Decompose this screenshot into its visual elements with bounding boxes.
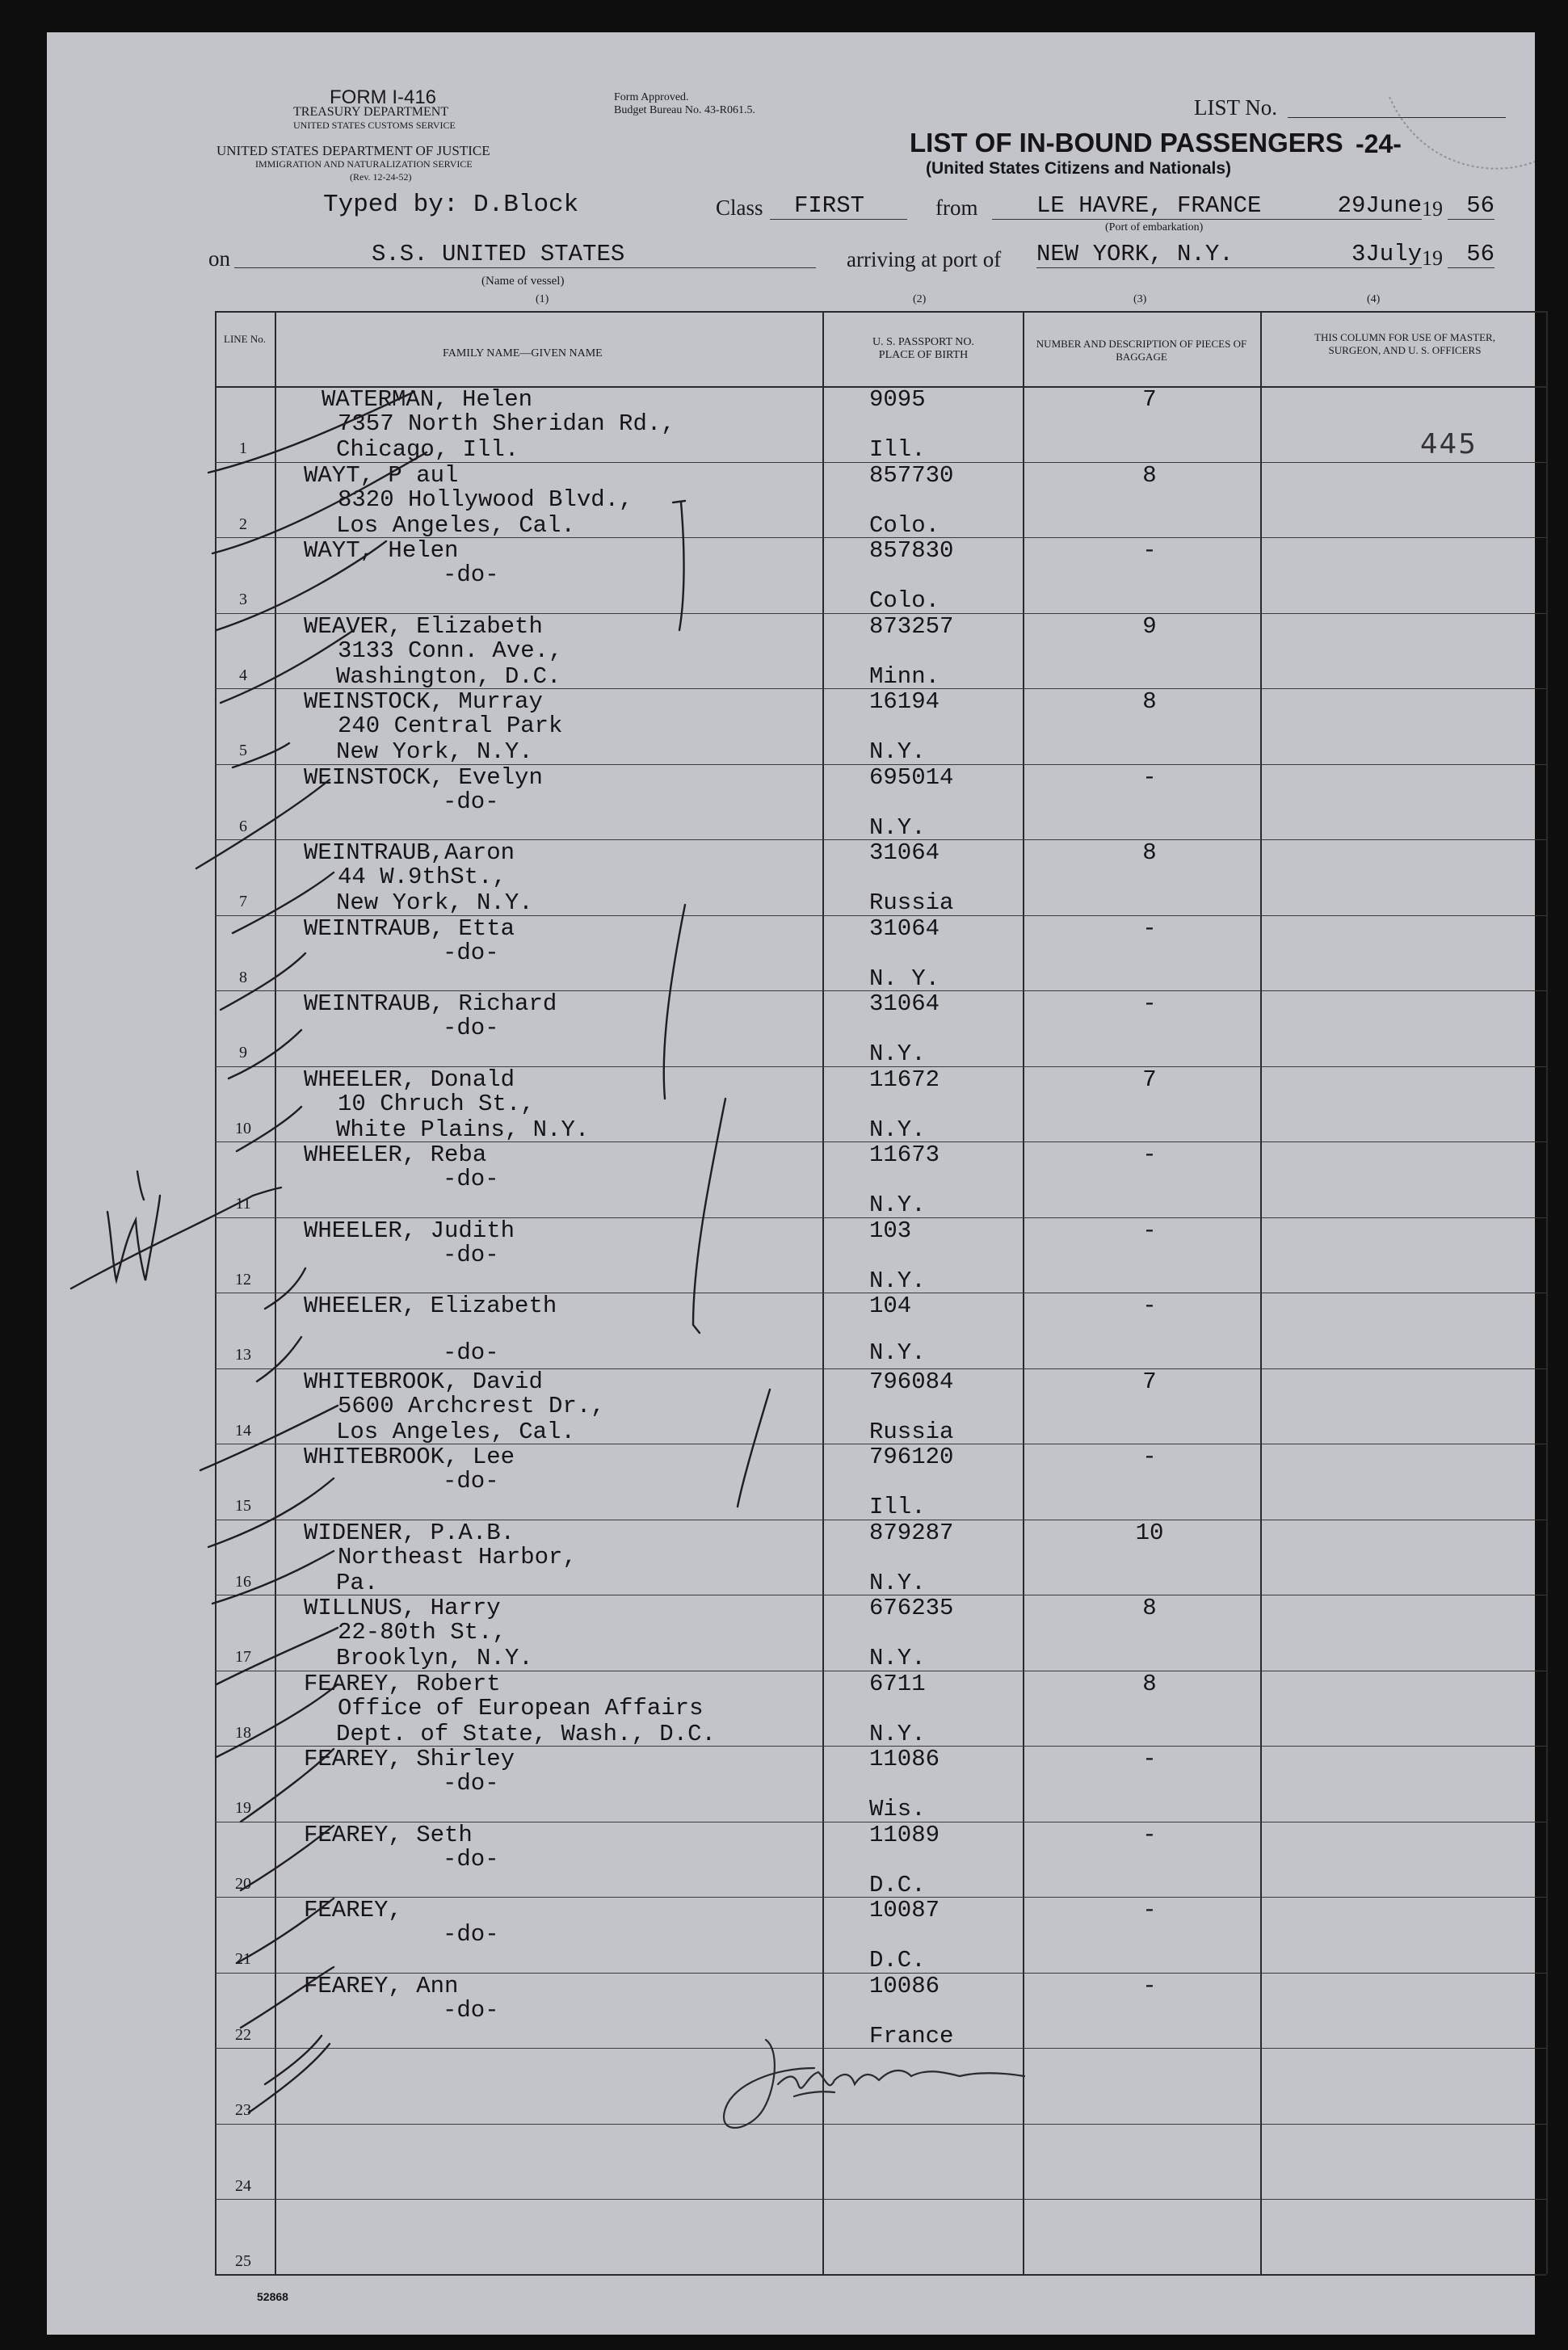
passenger-address-2: New York, N.Y. (336, 889, 533, 916)
passenger-address-1: 7357 North Sheridan Rd., (338, 410, 675, 437)
passport-number: 31064 (869, 990, 940, 1017)
treasury-department: TREASURY DEPARTMENT (293, 105, 449, 119)
place-of-birth: Colo. (869, 511, 940, 539)
department-of-justice: UNITED STATES DEPARTMENT OF JUSTICE (216, 143, 490, 158)
passenger-address-1: 44 W.9thSt., (338, 864, 507, 890)
passenger-address-1: -do- (443, 1166, 499, 1192)
passenger-name: FEAREY, Robert (304, 1670, 501, 1697)
passenger-name: WHEELER, Donald (304, 1066, 515, 1093)
class-label: Class (716, 195, 763, 220)
handwritten-list-number: 445 (1420, 428, 1478, 460)
arrival-year-prefix: 19 (1422, 246, 1443, 270)
passport-number: 857830 (869, 537, 954, 564)
baggage-pieces: - (1142, 1293, 1157, 1319)
column-number-3: (3) (1133, 293, 1147, 305)
arriving-label: arriving at port of (847, 247, 1002, 271)
passenger-name: WHEELER, Elizabeth (304, 1293, 557, 1319)
place-of-birth: Russia (869, 1418, 954, 1445)
baggage-pieces: 8 (1142, 688, 1157, 715)
passenger-address-1: -do- (443, 1241, 499, 1268)
baggage-pieces: 8 (1142, 461, 1157, 489)
passenger-name: WAYT, Helen (304, 537, 459, 564)
passport-number: 11673 (869, 1141, 940, 1168)
passenger-address-1: -do- (443, 1770, 499, 1797)
passport-number: 11089 (869, 1821, 940, 1848)
passenger-name: WHITEBROOK, Lee (304, 1444, 515, 1470)
passport-number: 695014 (869, 763, 954, 791)
baggage-pieces: 7 (1142, 386, 1157, 413)
row-line-number: 3 (239, 591, 247, 608)
passenger-address-2: Los Angeles, Cal. (336, 1418, 575, 1445)
place-of-birth: France (869, 2022, 954, 2049)
passenger-address-2: Brooklyn, N.Y. (336, 1645, 533, 1671)
header-passport: U. S. PASSPORT NO. PLACE OF BIRTH (872, 336, 974, 361)
baggage-pieces: 9 (1142, 612, 1157, 640)
baggage-pieces: - (1142, 990, 1157, 1017)
passenger-address-1: -do- (443, 561, 499, 588)
row-line-number: 18 (235, 1723, 251, 1742)
form-number: FORM I-416 (330, 86, 437, 108)
place-of-birth: N.Y. (869, 738, 926, 765)
passport-number: 676235 (869, 1595, 954, 1621)
place-of-birth: N.Y. (869, 1720, 926, 1747)
row-line-number: 12 (235, 1270, 251, 1289)
passport-number: 9095 (869, 386, 926, 413)
passport-number: 31064 (869, 914, 940, 942)
arrival-date: 3July (1323, 241, 1422, 268)
place-of-birth: N.Y. (869, 1116, 926, 1143)
passenger-address-1: -do- (443, 1996, 499, 2024)
passenger-address-2: Chicago, Ill. (336, 436, 519, 463)
row-line-number: 16 (235, 1572, 251, 1591)
column-number-4: (4) (1367, 293, 1381, 305)
passenger-address-1: 10 Chruch St., (338, 1090, 535, 1117)
list-no-label: LIST No. (1194, 95, 1278, 120)
header-officers: THIS COLUMN FOR USE OF MASTER, SURGEON, AND U. S. OFFICERS (1314, 331, 1495, 356)
passenger-name: WHEELER, Reba (304, 1141, 487, 1168)
passenger-address-1: -do- (443, 1015, 499, 1041)
passenger-address-2: Los Angeles, Cal. (336, 511, 575, 539)
port-of-embarkation: LE HAVRE, FRANCE (992, 192, 1339, 220)
passenger-name: FEAREY, Shirley (304, 1746, 515, 1772)
header-line-no: LINE No. (224, 333, 266, 345)
baggage-pieces: - (1142, 763, 1157, 791)
passenger-name: FEAREY, Seth (304, 1821, 473, 1848)
passenger-address-2: -do- (443, 1339, 499, 1366)
row-line-number: 24 (235, 2176, 251, 2195)
passenger-address-1: 22-80th St., (338, 1619, 507, 1646)
passenger-address-2: Dept. of State, Wash., D.C. (336, 1720, 716, 1747)
class-value: FIRST (770, 192, 907, 220)
place-of-birth: N. Y. (869, 965, 940, 992)
customs-service: UNITED STATES CUSTOMS SERVICE (293, 120, 456, 131)
passenger-name: WILLNUS, Harry (304, 1595, 501, 1621)
place-of-birth: Russia (869, 889, 954, 916)
passenger-name: FEAREY, Ann (304, 1972, 459, 1999)
place-of-birth: N.Y. (869, 1192, 926, 1218)
passenger-address-1: 3133 Conn. Ave., (338, 637, 563, 664)
arrival-year: 56 (1448, 241, 1494, 268)
row-line-number: 13 (235, 1346, 251, 1364)
vessel-caption: (Name of vessel) (481, 275, 565, 288)
stamp-arc (1373, 32, 1535, 194)
row-line-number: 7 (239, 893, 247, 910)
place-of-birth: Minn. (869, 662, 940, 690)
passenger-address-2: White Plains, N.Y. (336, 1116, 590, 1143)
place-of-birth: N.Y. (869, 1267, 926, 1294)
header-baggage: NUMBER AND DESCRIPTION OF PIECES OF BAGGAGE (1036, 338, 1247, 363)
on-label: on (208, 246, 230, 271)
row-line-number: 2 (239, 515, 247, 533)
row-line-number: 19 (235, 1799, 251, 1817)
passenger-name: WEINTRAUB,Aaron (304, 839, 515, 866)
passenger-address-1: -do- (443, 1921, 499, 1948)
place-of-birth: N.Y. (869, 1339, 926, 1366)
budget-bureau: Budget Bureau No. 43-R061.5. (614, 104, 755, 116)
list-number: -24- (1356, 129, 1402, 158)
typed-by: Typed by: D.Block (323, 191, 579, 219)
row-line-number: 6 (239, 817, 247, 835)
row-line-number: 22 (235, 2025, 251, 2044)
row-line-number: 10 (235, 1119, 251, 1137)
baggage-pieces: 7 (1142, 1066, 1157, 1093)
baggage-pieces: 8 (1142, 1670, 1157, 1697)
passenger-address-1: 240 Central Park (338, 713, 563, 739)
passenger-address-2: Washington, D.C. (336, 662, 561, 690)
row-line-number: 5 (239, 742, 247, 759)
header-name: FAMILY NAME—GIVEN NAME (443, 347, 603, 359)
row-line-number: 15 (235, 1497, 251, 1515)
footer-code: 52868 (257, 2290, 288, 2303)
baggage-pieces: - (1142, 537, 1157, 564)
row-line-number: 1 (239, 439, 247, 457)
passport-number: 104 (869, 1293, 912, 1319)
list-title: LIST OF IN-BOUND PASSENGERS (910, 128, 1343, 158)
passport-number: 10087 (869, 1897, 940, 1923)
passenger-address-1: -do- (443, 939, 499, 966)
list-subtitle: (United States Citizens and Nationals) (926, 159, 1232, 178)
passenger-name: WIDENER, P.A.B. (304, 1519, 515, 1546)
passport-number: 16194 (869, 688, 940, 715)
passport-number: 6711 (869, 1670, 926, 1697)
row-line-number: 21 (235, 1950, 251, 1968)
passport-number: 10086 (869, 1972, 940, 1999)
passport-number: 879287 (869, 1519, 954, 1546)
passenger-address-1: 8320 Hollywood Blvd., (338, 486, 633, 513)
passenger-name: WEINSTOCK, Murray (304, 688, 543, 715)
baggage-pieces: - (1142, 1746, 1157, 1772)
passenger-address-1: 5600 Archcrest Dr., (338, 1392, 605, 1419)
passport-number: 31064 (869, 839, 940, 866)
place-of-birth: Ill. (869, 1494, 926, 1520)
place-of-birth: Wis. (869, 1796, 926, 1822)
passenger-name: WEINTRAUB, Etta (304, 914, 515, 942)
form-approved: Form Approved. (614, 91, 689, 103)
baggage-pieces: - (1142, 1821, 1157, 1848)
pencil-markings (47, 32, 1535, 2335)
passenger-name: WHITEBROOK, David (304, 1368, 543, 1395)
ins-label: IMMIGRATION AND NATURALIZATION SERVICE (255, 158, 473, 170)
passenger-address-2: New York, N.Y. (336, 738, 533, 765)
place-of-birth: D.C. (869, 1871, 926, 1898)
passenger-name: WEINTRAUB, Richard (304, 990, 557, 1017)
arrival-port: NEW YORK, N.Y. (1036, 241, 1356, 268)
place-of-birth: N.Y. (869, 1569, 926, 1596)
place-of-birth: Ill. (869, 436, 926, 463)
passenger-name: WATERMAN, Helen (322, 386, 533, 413)
place-of-birth: N.Y. (869, 1645, 926, 1671)
row-line-number: 17 (235, 1648, 251, 1666)
passport-number: 873257 (869, 612, 954, 640)
place-of-birth: N.Y. (869, 1040, 926, 1067)
column-number-1: (1) (536, 293, 549, 305)
row-line-number: 4 (239, 666, 247, 684)
passport-number: 11086 (869, 1746, 940, 1772)
departure-date: 29June (1325, 192, 1422, 220)
revision-date: (Rev. 12-24-52) (350, 171, 412, 183)
row-line-number: 11 (235, 1195, 251, 1213)
passenger-address-1: -do- (443, 788, 499, 815)
row-line-number: 25 (235, 2252, 251, 2270)
place-of-birth: Colo. (869, 587, 940, 614)
passenger-name: WEINSTOCK, Evelyn (304, 763, 543, 791)
vessel-name: S.S. UNITED STATES (234, 241, 816, 268)
manifest-sheet (47, 32, 1535, 2335)
passenger-name: WAYT, P aul (304, 461, 459, 489)
row-line-number: 14 (235, 1421, 251, 1440)
place-of-birth: D.C. (869, 1947, 926, 1974)
row-line-number: 8 (239, 968, 247, 986)
baggage-pieces: 8 (1142, 1595, 1157, 1621)
baggage-pieces: 7 (1142, 1368, 1157, 1395)
row-line-number: 9 (239, 1044, 247, 1061)
passport-number: 103 (869, 1217, 912, 1244)
departure-year-prefix: 19 (1422, 197, 1443, 221)
passport-number: 796084 (869, 1368, 954, 1395)
baggage-pieces: 8 (1142, 839, 1157, 866)
port-embarkation-caption: (Port of embarkation) (1105, 221, 1204, 233)
baggage-pieces: - (1142, 1217, 1157, 1244)
baggage-pieces: - (1142, 1897, 1157, 1923)
baggage-pieces: - (1142, 914, 1157, 942)
departure-year: 56 (1448, 192, 1494, 220)
passenger-name: WHEELER, Judith (304, 1217, 515, 1244)
passenger-address-1: -do- (443, 1845, 499, 1873)
passport-number: 796120 (869, 1444, 954, 1470)
baggage-pieces: - (1142, 1141, 1157, 1168)
passenger-name: WEAVER, Elizabeth (304, 612, 543, 640)
passenger-address-2: Pa. (336, 1569, 379, 1596)
passport-number: 857730 (869, 461, 954, 489)
passenger-address-1: Office of European Affairs (338, 1694, 704, 1722)
from-label: from (935, 195, 978, 220)
row-line-number: 20 (235, 1874, 251, 1893)
baggage-pieces: 10 (1135, 1519, 1164, 1546)
baggage-pieces: - (1142, 1444, 1157, 1470)
passenger-address-1: Northeast Harbor, (338, 1543, 577, 1570)
place-of-birth: N.Y. (869, 813, 926, 841)
passenger-name: FEAREY, (304, 1897, 402, 1923)
passenger-address-1: -do- (443, 1468, 499, 1494)
passport-number: 11672 (869, 1066, 940, 1093)
baggage-pieces: - (1142, 1972, 1157, 1999)
column-number-2: (2) (913, 293, 927, 305)
row-line-number: 23 (235, 2101, 251, 2119)
